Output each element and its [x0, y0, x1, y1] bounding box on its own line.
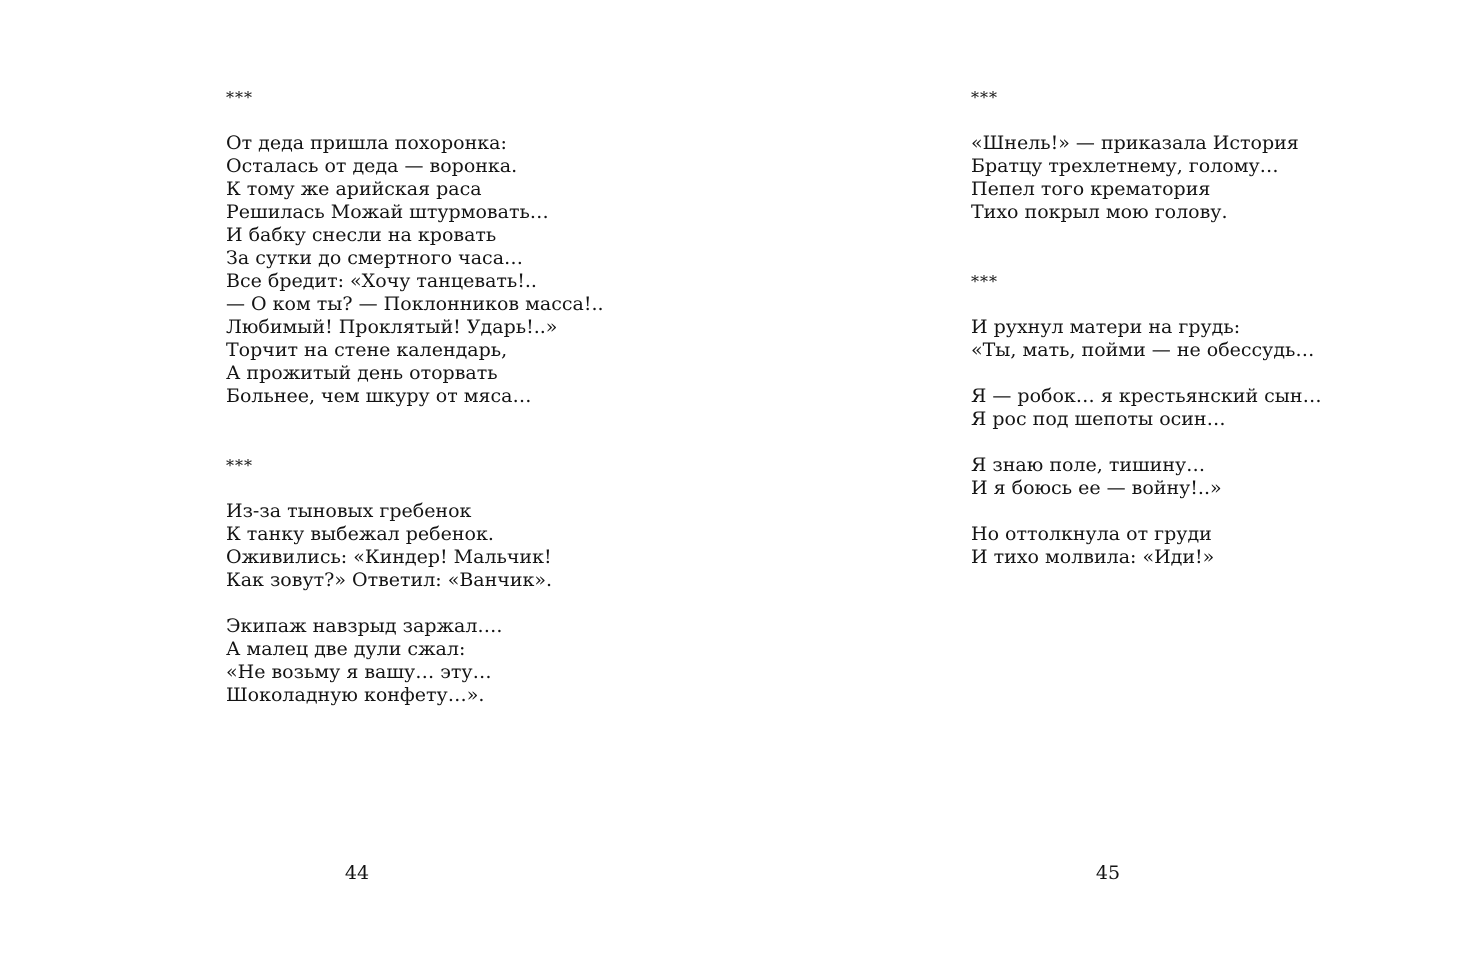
poem-child-and-tank [226, 454, 604, 707]
poem-line: Оживились: «Киндер! Мальчик! [226, 546, 552, 568]
stanza [971, 385, 1322, 431]
poem-line: Осталась от деда — воронка. [226, 155, 518, 177]
poem-line: «Ты, мать, пойми — не обессудь… [971, 339, 1315, 361]
poem-schnell-history [971, 86, 1322, 224]
poem-line: Как зовут?» Ответил: «Ванчик». [226, 569, 553, 591]
poem-line: Экипаж навзрыд заржал…. [226, 615, 503, 637]
poem-line: Я — робок… я крестьянский сын… [971, 385, 1322, 407]
poem-line: И рухнул матери на грудь: [971, 316, 1241, 338]
poem-divider: *** [226, 88, 253, 107]
left-page [0, 0, 738, 975]
poem-line: Братцу трехлетнему, голому… [971, 155, 1279, 177]
poem-line: От деда пришла похоронка: [226, 132, 507, 154]
poem-line: Но оттолкнула от груди [971, 523, 1212, 545]
poem-line: И бабку снесли на кровать [226, 224, 497, 246]
poem-divider: *** [226, 456, 253, 475]
poem-divider: *** [971, 272, 998, 291]
poem-line: Тихо покрыл мою голову. [971, 201, 1228, 223]
stanza [971, 454, 1322, 500]
poem-line: Торчит на стене календарь, [226, 339, 508, 361]
poem-line: И я боюсь ее — войну!..» [971, 477, 1222, 499]
poem-line: Я знаю поле, тишину… [971, 454, 1206, 476]
poem-line: Пепел того крематория [971, 178, 1211, 200]
poem-line: И тихо молвила: «Иди!» [971, 546, 1215, 568]
poem-line: А малец две дули сжал: [226, 638, 466, 660]
poem-line: К тому же арийская раса [226, 178, 482, 200]
stanza [971, 523, 1322, 569]
poem-line: Все бредит: «Хочу танцевать!.. [226, 270, 537, 292]
poem-line: «Не возьму я вашу… эту… [226, 661, 492, 683]
poem-grandfather-funeral-notice [226, 86, 604, 408]
stanza [971, 316, 1322, 362]
poem-line: Я рос под шепоты осин… [971, 408, 1226, 430]
right-page-text [971, 86, 1322, 569]
poem-divider: *** [971, 88, 998, 107]
poem-line: «Шнель!» — приказала История [971, 132, 1299, 154]
poem-mother-farewell [971, 270, 1322, 569]
page-number: 45 [1095, 862, 1121, 884]
poem-line: А прожитый день оторвать [226, 362, 498, 384]
poem-line: — О ком ты? — Поклонников масса!.. [226, 293, 604, 315]
stanza [226, 615, 604, 707]
stanza [971, 132, 1322, 224]
stanza [226, 500, 604, 592]
poem-line: К танку выбежал ребенок. [226, 523, 494, 545]
stanza [226, 132, 604, 408]
left-page-text [226, 86, 604, 707]
poem-line: Решилась Можай штурмовать… [226, 201, 549, 223]
poem-line: За сутки до смертного часа… [226, 247, 524, 269]
poem-line: Шоколадную конфету…». [226, 684, 485, 706]
poem-line: Больнее, чем шкуру от мяса… [226, 385, 532, 407]
poem-line: Любимый! Проклятый! Ударь!..» [226, 316, 558, 338]
poem-line: Из-за тыновых гребенок [226, 500, 472, 522]
right-page [738, 0, 1477, 975]
page-number: 44 [344, 862, 370, 884]
